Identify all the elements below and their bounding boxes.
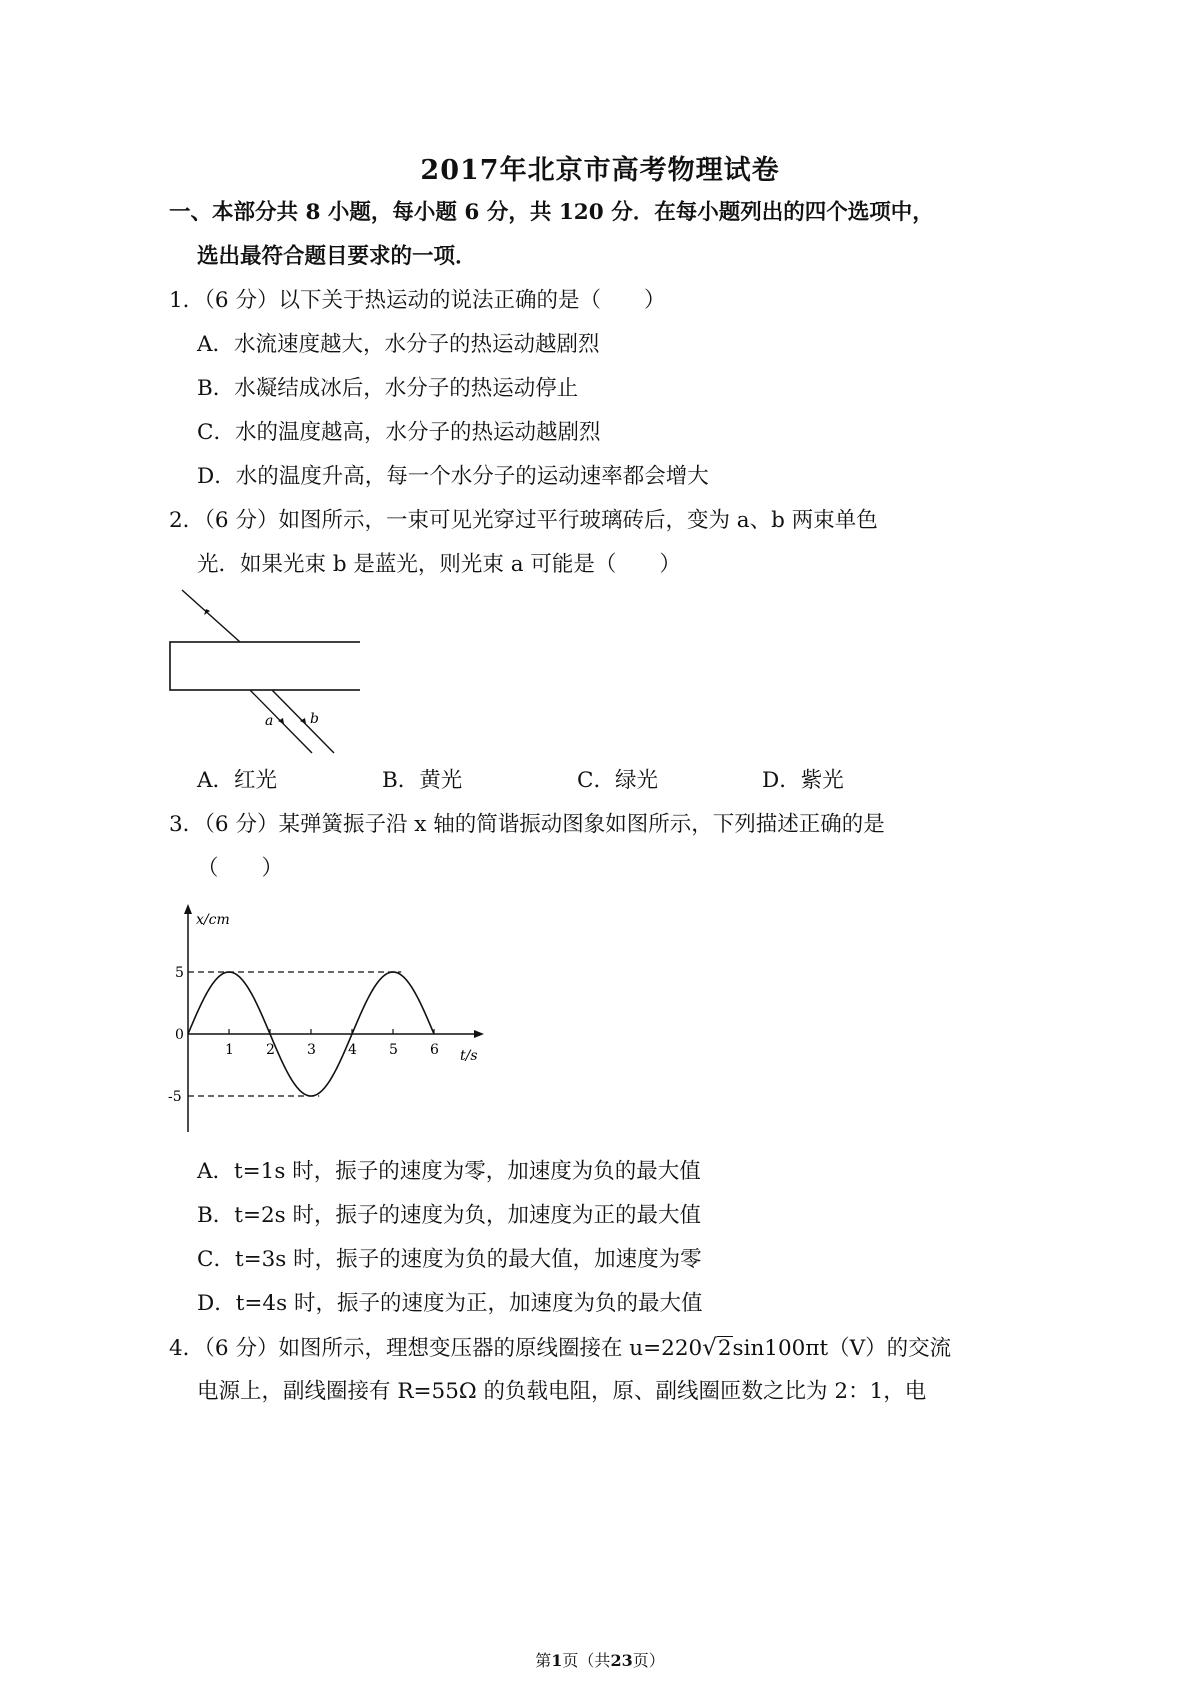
q4-stem-text-start: 4．（6 分）如图所示，理想变压器的原线圈接在 u=220: [169, 1336, 703, 1361]
q2-option-a: A．红光: [197, 768, 278, 793]
x-tick-label: 1: [225, 1042, 234, 1058]
ray-b-label: b: [310, 711, 319, 727]
footer-page-number: 1: [551, 1651, 563, 1670]
glass-brick: [170, 642, 360, 690]
x-tick-label: 3: [307, 1042, 316, 1058]
footer-prefix: 第: [535, 1651, 552, 1670]
q2-option-b: B．黄光: [382, 768, 463, 793]
x-tick-label: 4: [348, 1042, 357, 1058]
q3-stem-line1: 3．（6 分）某弹簧振子沿 x 轴的简谐振动图象如图所示，下列描述正确的是: [169, 812, 885, 837]
q2-stem-line1: 2．（6 分）如图所示，一束可见光穿过平行玻璃砖后，变为 a、b 两束单色: [169, 508, 878, 533]
y-axis-label: x/cm: [196, 912, 230, 928]
x-axis-label: t/s: [460, 1048, 478, 1064]
q1-option-a: A．水流速度越大，水分子的热运动越剧烈: [197, 332, 600, 357]
x-tick-label: 6: [430, 1042, 439, 1058]
q4-stem-line2: 电源上，副线圈接有 R=55Ω 的负载电阻，原、副线圈匝数之比为 2：1，电: [197, 1379, 927, 1404]
glass-brick-figure: [160, 585, 360, 760]
footer-middle: 页（共: [562, 1651, 611, 1670]
q3-option-c: C．t=3s 时，振子的速度为负的最大值，加速度为零: [197, 1247, 702, 1272]
q1-option-b: B．水凝结成冰后，水分子的热运动停止: [197, 376, 579, 401]
y-tick-label: 0: [175, 1027, 184, 1043]
q2-option-c: C．绿光: [577, 768, 658, 793]
y-axis-arrow-icon: [184, 904, 192, 914]
page-title: 2017年北京市高考物理试卷: [420, 155, 780, 186]
section-heading-line1: 一、本部分共 8 小题，每小题 6 分，共 120 分．在每小题列出的四个选项中，: [169, 200, 934, 225]
y-tick-label: 5: [175, 965, 184, 981]
incident-ray: [182, 590, 240, 642]
oscillation-chart: [160, 900, 500, 1140]
sqrt-icon: √: [702, 1335, 717, 1361]
q2-option-d: D．紫光: [762, 768, 844, 793]
page-footer: [0, 1648, 1200, 1671]
q2-stem-line2: 光．如果光束 b 是蓝光，则光束 a 可能是（ ）: [197, 552, 681, 577]
sqrt-argument: 2: [717, 1336, 732, 1361]
y-tick-label: -5: [168, 1089, 182, 1105]
q3-option-d: D．t=4s 时，振子的速度为正，加速度为负的最大值: [197, 1291, 703, 1316]
q3-stem-line2: （ ）: [197, 856, 284, 881]
x-tick-label: 5: [389, 1042, 398, 1058]
x-tick-label: 2: [266, 1042, 275, 1058]
section-heading-line2: 选出最符合题目要求的一项．: [197, 244, 477, 269]
footer-suffix: 页）: [632, 1651, 665, 1670]
q1-option-c: C．水的温度越高，水分子的热运动越剧烈: [197, 420, 601, 445]
q3-option-b: B．t=2s 时，振子的速度为负，加速度为正的最大值: [197, 1203, 702, 1228]
q1-option-d: D．水的温度升高，每一个水分子的运动速率都会增大: [197, 464, 709, 489]
x-axis-arrow-icon: [474, 1030, 484, 1038]
footer-total-pages: 23: [610, 1651, 633, 1670]
ray-a-label: a: [265, 713, 274, 729]
q1-stem: 1．（6 分）以下关于热运动的说法正确的是（ ）: [169, 288, 666, 313]
sqrt-expression: [702, 1333, 732, 1364]
q4-stem-text-end: sin100πt（V）的交流: [732, 1336, 952, 1361]
q4-stem-line1: [169, 1333, 951, 1364]
q3-option-a: A．t=1s 时，振子的速度为零，加速度为负的最大值: [197, 1159, 701, 1184]
